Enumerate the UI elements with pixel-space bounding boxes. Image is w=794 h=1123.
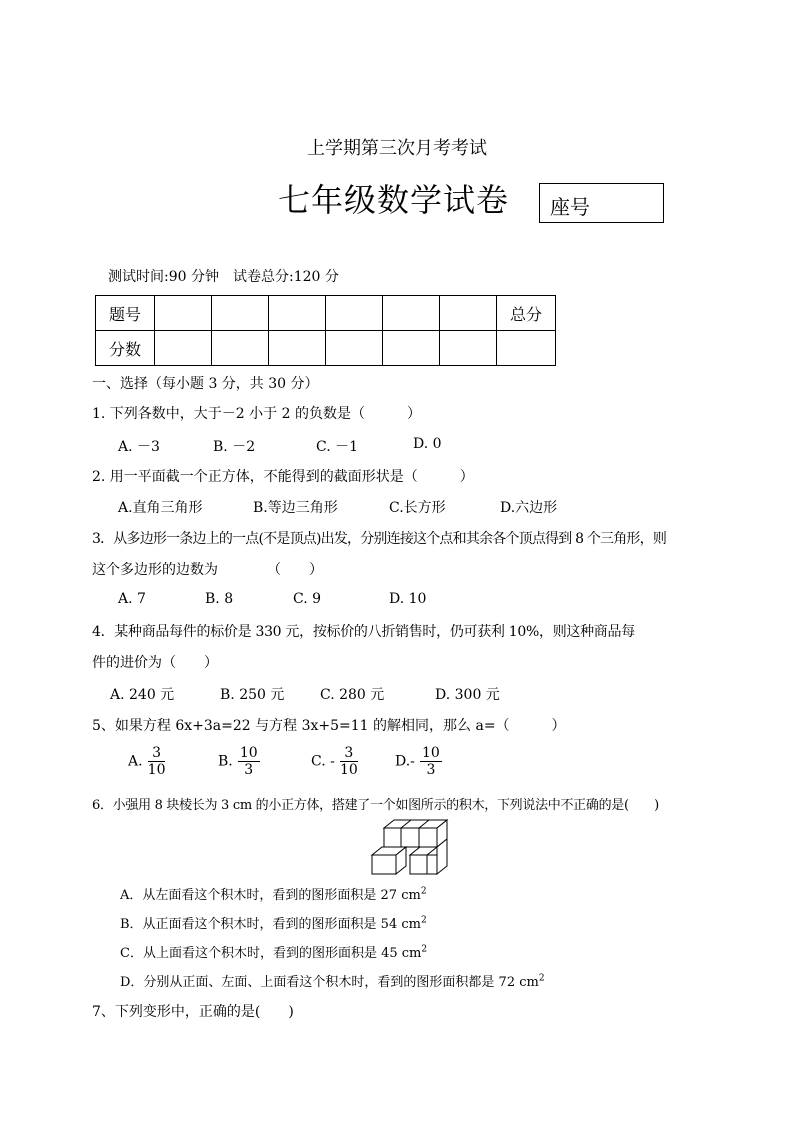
seat-number-label: 座号 (550, 195, 590, 219)
question-3-option-a: A. 7 (118, 591, 146, 607)
question-6-option-c: C．从上面看这个积木时，看到的图形面积是 45 $cm^2$ (120, 944, 428, 961)
question-1-text: 1. 下列各数中，大于－2 小于 2 的负数是（ ） (92, 406, 421, 422)
fraction: $\frac{10}{3}$ (239, 745, 258, 778)
fraction: $\frac{10}{3}$ (422, 745, 440, 778)
fraction: $\frac{3}{10}$ (339, 745, 358, 778)
question-3-option-d: D. 10 (389, 591, 427, 607)
question-1-option-d: D. 0 (413, 436, 442, 452)
exam-title: 七年级数学试卷 (278, 181, 510, 219)
question-5-option-d: D.- $\frac{10}{3}$ (395, 745, 440, 778)
score-table (95, 295, 556, 366)
score-table-total-cell[interactable] (497, 331, 556, 366)
question-2-option-c: C.长方形 (389, 500, 446, 516)
question-6-option-d: D．分别从正面、左面、上面看这个积木时，看到的图形面积都是 72 $cm^2$ (120, 973, 545, 990)
question-5-option-c: C. - $\frac{3}{10}$ (311, 745, 358, 778)
question-5-option-a: A. $\frac{3}{10}$ (128, 745, 166, 778)
question-2-option-a: A.直角三角形 (118, 500, 203, 516)
question-5-text: 5、如果方程 6x+3a=22 与方程 3x+5=11 的解相同，那么 a=（ ） (92, 718, 566, 734)
question-1-option-a: A. －3 (118, 439, 160, 455)
question-4-option-d: D. 300 元 (435, 687, 500, 703)
question-1-option-b: B. －2 (213, 439, 256, 455)
score-table-question-label: 题号 (96, 296, 155, 331)
score-table-cell[interactable] (212, 331, 269, 366)
question-4-option-a: A. 240 元 (110, 687, 175, 703)
question-3-option-b: B. 8 (205, 591, 234, 607)
score-table-row-scores (96, 331, 556, 366)
question-4-text-line2: 件的进价为（ ） (92, 655, 218, 671)
score-table-row-questions (96, 296, 556, 331)
score-table-cell[interactable] (269, 331, 326, 366)
exam-subtitle: 上学期第三次月考考试 (307, 138, 487, 159)
question-3-text-line1: 3．从多边形一条边上的一点(不是顶点)出发，分别连接这个点和其余各个顶点得到 8 个三角形，则 (92, 531, 667, 547)
question-4-text-line1: 4．某种商品每件的标价是 330 元，按标价的八折销售时，仍可获利 10%，则这种商品每 (92, 624, 635, 640)
question-2-text: 2. 用一平面截一个正方体，不能得到的截面形状是（ ） (92, 469, 474, 485)
score-table-cell[interactable] (155, 296, 212, 331)
score-table-cell[interactable] (212, 296, 269, 331)
score-table-cell[interactable] (155, 331, 212, 366)
question-2-option-d: D.六边形 (500, 500, 558, 516)
question-7-text: 7、下列变形中，正确的是( ) (92, 1004, 294, 1020)
section-heading: 一、选择（每小题 3 分，共 30 分） (92, 376, 319, 392)
score-table-cell[interactable] (326, 331, 383, 366)
score-table-cell[interactable] (269, 296, 326, 331)
score-table-cell[interactable] (383, 296, 440, 331)
question-3-option-c: C. 9 (293, 591, 322, 607)
score-table-cell[interactable] (440, 296, 497, 331)
question-5-option-b: B. $\frac{10}{3}$ (218, 745, 258, 778)
score-table-cell[interactable] (440, 331, 497, 366)
question-6-option-b: B．从正面看这个积木时，看到的图形面积是 54 $cm^2$ (120, 915, 427, 932)
score-table-total-label: 总分 (497, 296, 556, 331)
question-4-option-b: B. 250 元 (220, 687, 285, 703)
score-table-cell[interactable] (326, 296, 383, 331)
question-3-text-line2: 这个多边形的边数为 （ ） (92, 562, 323, 578)
score-table-cell[interactable] (383, 331, 440, 366)
question-4-option-c: C. 280 元 (320, 687, 385, 703)
cube-structure-figure (370, 818, 452, 876)
question-1-option-c: C. －1 (316, 439, 359, 455)
question-2-option-b: B.等边三角形 (253, 500, 338, 516)
question-6-text: 6．小强用 8 块棱长为 3 cm 的小正方体，搭建了一个如图所示的积木，下列说法中不正确的是( ) (92, 798, 659, 813)
question-6-option-a: A．从左面看这个积木时，看到的图形面积是 27 $cm^2$ (120, 886, 427, 903)
seat-number-box[interactable] (539, 183, 664, 223)
fraction: $\frac{3}{10}$ (147, 745, 166, 778)
score-table-score-label: 分数 (96, 331, 155, 366)
exam-time-info: 测试时间:90 分钟 试卷总分:120 分 (108, 269, 339, 285)
